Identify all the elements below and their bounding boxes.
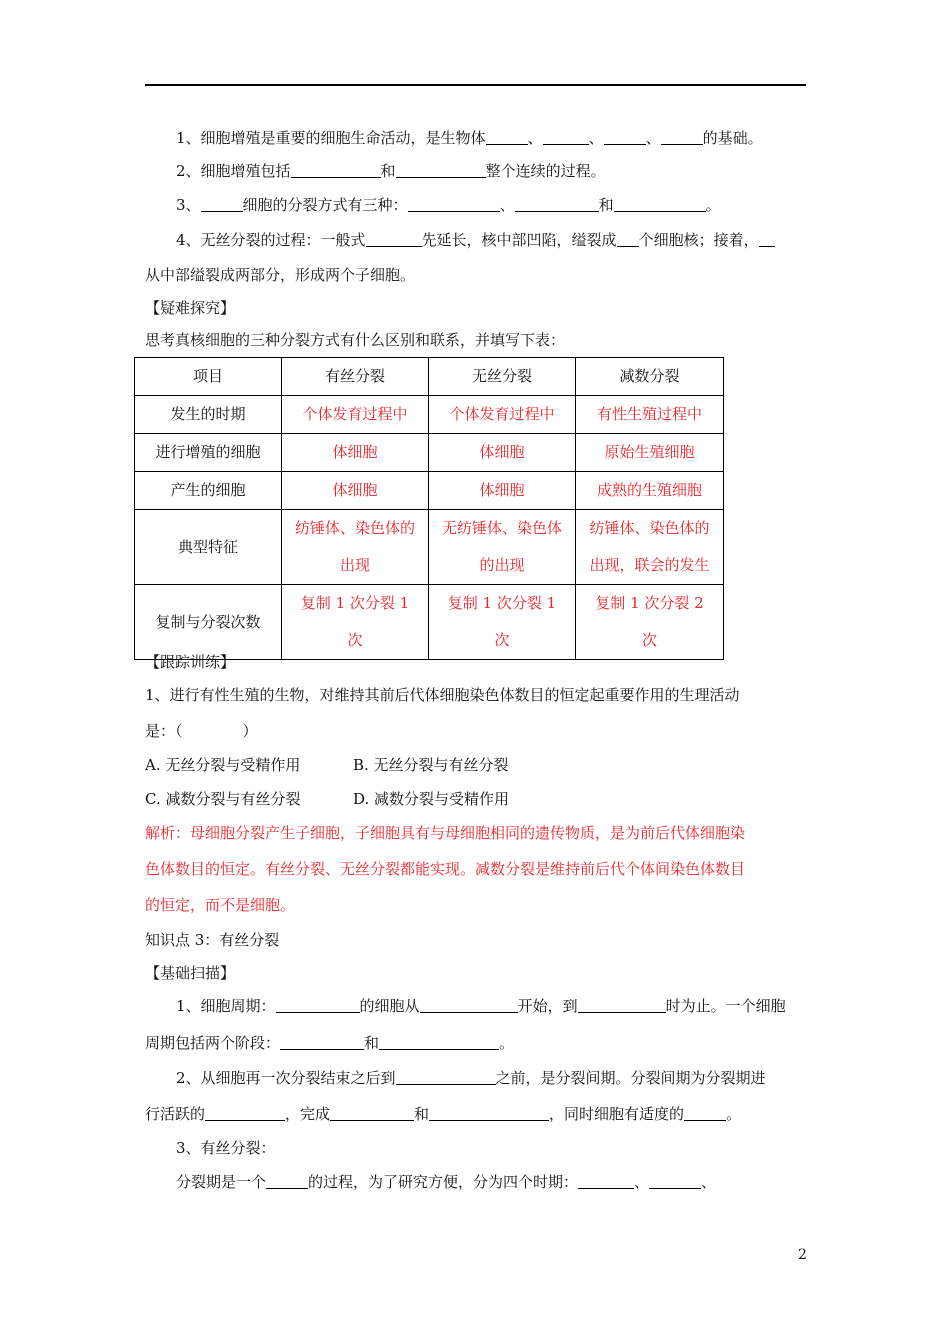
scan-c2: 2、从细胞再一次分裂结束之后到 之前，是分裂间期。分裂间期为分裂期进 [176, 1069, 766, 1087]
basic-q1: 1、细胞增殖是重要的细胞生命活动，是生物体 、 、 、 的基础。 [176, 129, 763, 147]
table-cell: 复制 1 次分裂 2 次 [576, 585, 724, 660]
table-header: 减数分裂 [576, 358, 724, 396]
blank[interactable] [429, 1106, 549, 1121]
table-header: 有丝分裂 [282, 358, 429, 396]
table-cell: 体细胞 [282, 472, 429, 510]
train-question-line2: 是：（ ） [145, 722, 258, 740]
blank[interactable] [408, 197, 500, 212]
table-header: 无丝分裂 [429, 358, 576, 396]
blank[interactable] [276, 998, 360, 1013]
table-cell: 体细胞 [429, 472, 576, 510]
basic-q2: 2、细胞增殖包括 和 整个连续的过程。 [176, 162, 606, 180]
page-number: 2 [798, 1247, 807, 1263]
header-rule [145, 84, 806, 86]
basic-q4: 4、无丝分裂的过程：一般式 先延长，核中部凹陷，缢裂成 个细胞核；接着， [176, 230, 775, 250]
blank[interactable] [604, 130, 646, 145]
scan-c3: 3、有丝分裂： [176, 1139, 276, 1157]
section-train-heading: 【跟踪训练】 [145, 653, 236, 671]
option-a[interactable]: A. 无丝分裂与受精作用 [145, 756, 301, 774]
blank[interactable] [661, 130, 703, 145]
blank[interactable] [617, 232, 639, 247]
blank[interactable] [280, 1035, 364, 1050]
blank[interactable] [486, 130, 528, 145]
table-row [135, 434, 724, 472]
table-cell: 原始生殖细胞 [576, 434, 724, 472]
blank[interactable] [266, 1174, 308, 1189]
analysis-line2: 色体数目的恒定。有丝分裂、无丝分裂都能实现。减数分裂是维持前后代个体间染色体数目 [145, 860, 746, 878]
scan-c1-line2: 周期包括两个阶段： 和 。 [145, 1034, 515, 1052]
table-cell: 体细胞 [429, 434, 576, 472]
table-row [135, 585, 724, 660]
blank[interactable] [578, 998, 666, 1013]
table-cell: 无纺锤体、染色体 的出现 [429, 510, 576, 585]
row-label: 进行增殖的细胞 [135, 434, 282, 472]
option-c[interactable]: C. 减数分裂与有丝分裂 [145, 790, 301, 808]
row-label: 典型特征 [135, 510, 282, 585]
row-label: 复制与分裂次数 [135, 585, 282, 660]
blank[interactable] [291, 163, 381, 178]
table-row [135, 510, 724, 585]
blank[interactable] [366, 232, 422, 247]
table-cell: 复制 1 次分裂 1 次 [429, 585, 576, 660]
section-scan-heading: 【基础扫描】 [145, 964, 236, 982]
option-b[interactable]: B. 无丝分裂与有丝分裂 [353, 756, 509, 774]
analysis-line1: 解析：母细胞分裂产生子细胞，子细胞具有与母细胞相同的遗传物质，是为前后代体细胞染 [145, 824, 746, 842]
table-cell: 成熟的生殖细胞 [576, 472, 724, 510]
table-row [135, 396, 724, 434]
table-row [135, 472, 724, 510]
table-header-row [135, 358, 724, 396]
table-cell: 复制 1 次分裂 1 次 [282, 585, 429, 660]
knowledge-point-3: 知识点 3：有丝分裂 [145, 931, 280, 949]
blank[interactable] [578, 1174, 634, 1189]
blank[interactable] [543, 130, 589, 145]
blank[interactable] [649, 1174, 701, 1189]
section-doubt-heading: 【疑难探究】 [145, 299, 236, 317]
blank[interactable] [515, 197, 599, 212]
row-label: 产生的细胞 [135, 472, 282, 510]
blank[interactable] [379, 1035, 499, 1050]
table-cell: 体细胞 [282, 434, 429, 472]
basic-q3: 3、 细胞的分裂方式有三种： 、 和 。 [176, 196, 721, 214]
blank[interactable] [396, 163, 486, 178]
analysis-line3: 的恒定，而不是细胞。 [145, 896, 296, 914]
division-comparison-table [134, 357, 724, 660]
blank[interactable] [205, 1106, 285, 1121]
doubt-prompt: 思考真核细胞的三种分裂方式有什么区别和联系，并填写下表： [145, 331, 566, 349]
table-cell: 个体发育过程中 [429, 396, 576, 434]
train-question-line1: 1、进行有性生殖的生物，对维持其前后代体细胞染色体数目的恒定起重要作用的生理活动 [145, 686, 740, 704]
blank[interactable] [420, 998, 518, 1013]
basic-q4-line2: 从中部缢裂成两部分，形成两个子细胞。 [145, 266, 416, 284]
blank[interactable] [684, 1106, 726, 1121]
blank[interactable] [396, 1070, 496, 1085]
blank[interactable] [330, 1106, 414, 1121]
table-cell: 有性生殖过程中 [576, 396, 724, 434]
scan-c1: 1、细胞周期： 的细胞从 开始，到 时为止。一个细胞 [176, 997, 786, 1015]
table-cell: 纺锤体、染色体的 出现 [282, 510, 429, 585]
table-cell: 纺锤体、染色体的 出现，联会的发生 [576, 510, 724, 585]
scan-c3-line2: 分裂期是一个 的过程，为了研究方便，分为四个时期： 、 、 [176, 1173, 717, 1191]
blank[interactable] [201, 197, 243, 212]
blank[interactable] [614, 197, 706, 212]
scan-c2-line2: 行活跃的 ，完成 和 ，同时细胞有适度的 。 [145, 1105, 742, 1123]
table-cell: 个体发育过程中 [282, 396, 429, 434]
table-header: 项目 [135, 358, 282, 396]
row-label: 发生的时期 [135, 396, 282, 434]
option-d[interactable]: D. 减数分裂与受精作用 [353, 790, 510, 808]
blank[interactable] [759, 232, 775, 247]
